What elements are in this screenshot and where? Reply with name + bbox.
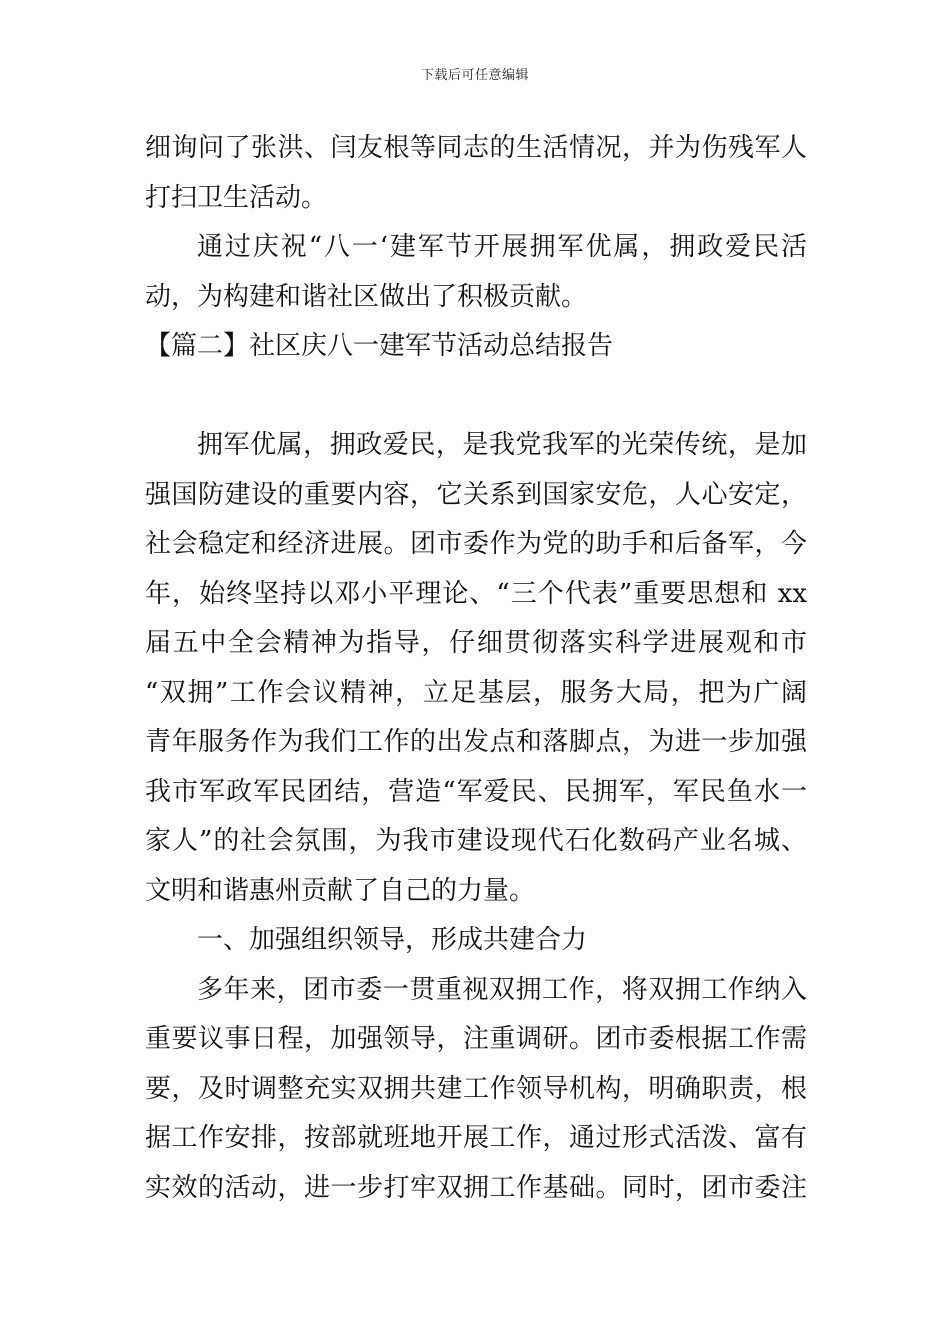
text-line: 拥军优属，拥政爱民，是我党我军的光荣传统，是加 [197, 430, 807, 460]
text-line: 强国防建设的重要内容，它关系到国家安危，人心安定， [145, 479, 807, 510]
subheading: 一、加强组织领导，形成共建合力 [197, 925, 588, 955]
section-title: 【篇二】社区庆八一建军节活动总结报告 [145, 331, 614, 361]
text-line: 细询问了张洪、闫友根等同志的生活情况，并为伤残军人 [145, 133, 807, 163]
text-line: “双拥”工作会议精神，立足基层，服务大局，把为广阔 [145, 677, 807, 708]
text-line: 届五中全会精神为指导，仔细贯彻落实科学进展观和市 [145, 628, 807, 658]
page-header-note: 下载后可任意编辑 [420, 68, 529, 83]
text-line: 青年服务作为我们工作的出发点和落脚点，为进一步加强 [145, 727, 807, 757]
text-line: 要，及时调整充实双拥共建工作领导机构，明确职责，根 [145, 1073, 807, 1104]
text-line: 动，为构建和谐社区做出了积极贡献。 [145, 281, 588, 312]
text-line: 通过庆祝“八一‘建军节开展拥军优属，拥政爱民活 [197, 232, 807, 262]
text-line: 年，始终坚持以邓小平理论、“三个代表”重要思想和 xx [145, 578, 807, 609]
text-line: 重要议事日程，加强领导，注重调研。团市委根据工作需 [145, 1024, 807, 1054]
text-line: 打扫卫生活动。 [145, 182, 328, 213]
text-line: 据工作安排，按部就班地开展工作，通过形式活泼、富有 [145, 1123, 807, 1153]
paragraph-organization [145, 966, 807, 1214]
document-body [145, 124, 807, 1213]
paragraph-intro [145, 421, 807, 916]
text-line: 多年来，团市委一贯重视双拥工作，将双拥工作纳入 [197, 974, 807, 1005]
paragraph-continuation [145, 124, 807, 223]
text-line: 家人”的社会氛围，为我市建设现代石化数码产业名城、 [145, 826, 807, 856]
blank-line [145, 372, 807, 422]
text-line: 社会稳定和经济进展。团市委作为党的助手和后备军，今 [145, 529, 807, 559]
text-line: 我市军政军民团结，营造“军爱民、民拥军，军民鱼水一 [145, 776, 807, 807]
text-line: 文明和谐惠州贡献了自己的力量。 [145, 875, 536, 906]
text-line: 实效的活动，进一步打牢双拥工作基础。同时，团市委注 [145, 1172, 807, 1203]
paragraph-summary [145, 223, 807, 322]
